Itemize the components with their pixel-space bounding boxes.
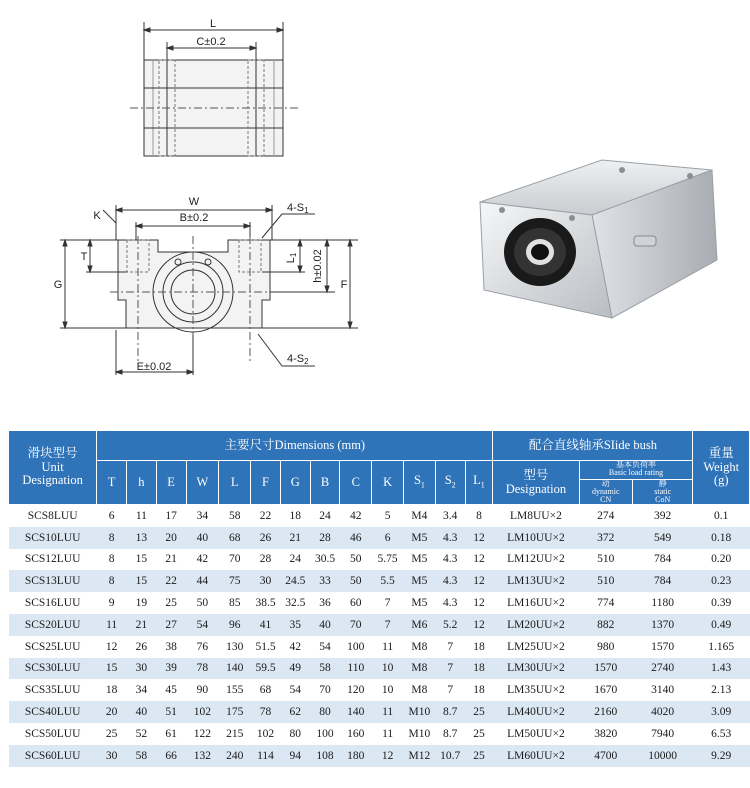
table-cell: 240: [219, 745, 251, 767]
header-F: F: [251, 461, 281, 505]
table-row: [9, 592, 750, 614]
table-cell: 18: [465, 679, 493, 701]
table-cell: 8.7: [435, 723, 465, 745]
table-cell: 4.3: [435, 527, 465, 549]
table-cell: SCS40LUU: [9, 701, 97, 723]
table-cell: SCS20LUU: [9, 614, 97, 636]
table-row: [9, 745, 750, 767]
table-cell: M8: [404, 658, 436, 680]
table-cell: 8: [97, 570, 127, 592]
table-cell: 25: [465, 745, 493, 767]
table-cell: 58: [310, 658, 340, 680]
table-cell: M5: [404, 527, 436, 549]
table-cell: 51: [156, 701, 186, 723]
table-cell: 11: [372, 636, 404, 658]
table-cell: 11: [372, 723, 404, 745]
table-cell: 155: [219, 679, 251, 701]
table-row: [9, 701, 750, 723]
table-cell: 130: [219, 636, 251, 658]
table-cell: 85: [219, 592, 251, 614]
table-cell: M8: [404, 679, 436, 701]
table-cell: LM60UU×2: [493, 745, 579, 767]
table-cell: 11: [97, 614, 127, 636]
header-G: G: [280, 461, 310, 505]
header-bush-designation: 型号 Designation: [493, 461, 579, 505]
table-cell: 4.3: [435, 592, 465, 614]
table-cell: 12: [97, 636, 127, 658]
table-cell: 78: [186, 658, 219, 680]
table-cell: 2740: [632, 658, 693, 680]
table-cell: LM16UU×2: [493, 592, 579, 614]
table-cell: 21: [127, 614, 157, 636]
dim-K-label: K: [93, 210, 101, 222]
table-cell: SCS25LUU: [9, 636, 97, 658]
table-cell: 22: [156, 570, 186, 592]
table-cell: M5: [404, 570, 436, 592]
header-unit-designation: 滑块型号 Unit Designation: [9, 431, 97, 505]
table-cell: SCS35LUU: [9, 679, 97, 701]
table-cell: 1670: [579, 679, 632, 701]
dim-E-label: E±0.02: [136, 361, 172, 373]
table-cell: 392: [632, 505, 693, 527]
table-cell: M6: [404, 614, 436, 636]
table-cell: 3.09: [693, 701, 750, 723]
table-cell: 8.7: [435, 701, 465, 723]
table-cell: SCS16LUU: [9, 592, 97, 614]
table-cell: LM30UU×2: [493, 658, 579, 680]
table-cell: 5: [372, 505, 404, 527]
front-view: [60, 205, 358, 375]
table-cell: 6.53: [693, 723, 750, 745]
table-cell: 12: [372, 745, 404, 767]
table-row: [9, 570, 750, 592]
header-W: W: [186, 461, 219, 505]
table-cell: 9.29: [693, 745, 750, 767]
table-cell: 10.7: [435, 745, 465, 767]
table-cell: 7: [435, 636, 465, 658]
dim-L1-label: L1: [285, 252, 298, 264]
table-cell: SCS12LUU: [9, 549, 97, 571]
table-cell: 3140: [632, 679, 693, 701]
table-cell: 5.5: [372, 570, 404, 592]
table-cell: 30: [127, 658, 157, 680]
table-cell: 784: [632, 549, 693, 571]
table-cell: 32.5: [280, 592, 310, 614]
table-cell: LM40UU×2: [493, 701, 579, 723]
table-cell: 61: [156, 723, 186, 745]
table-cell: LM50UU×2: [493, 723, 579, 745]
table-cell: 100: [340, 636, 372, 658]
table-cell: 80: [310, 701, 340, 723]
dim-B-label: B±0.2: [179, 212, 209, 224]
header-T: T: [97, 461, 127, 505]
table-cell: 120: [340, 679, 372, 701]
table-cell: 1.43: [693, 658, 750, 680]
table-cell: 26: [127, 636, 157, 658]
table-cell: 20: [156, 527, 186, 549]
table-row: [9, 636, 750, 658]
header-S1: $S_1$: [404, 461, 436, 505]
table-cell: 21: [156, 549, 186, 571]
table-cell: LM12UU×2: [493, 549, 579, 571]
table-cell: M10: [404, 723, 436, 745]
header-h: h: [127, 461, 157, 505]
table-cell: 96: [219, 614, 251, 636]
table-cell: 58: [127, 745, 157, 767]
table-cell: 46: [340, 527, 372, 549]
dim-W-label: W: [188, 196, 200, 208]
table-cell: 160: [340, 723, 372, 745]
table-cell: 15: [127, 549, 157, 571]
table-cell: 51.5: [251, 636, 281, 658]
table-cell: 18: [465, 658, 493, 680]
table-cell: 9: [97, 592, 127, 614]
table-cell: 50: [340, 570, 372, 592]
table-cell: 4020: [632, 701, 693, 723]
table-cell: 274: [579, 505, 632, 527]
header-L: L: [219, 461, 251, 505]
table-cell: 34: [127, 679, 157, 701]
table-cell: 12: [465, 527, 493, 549]
table-cell: 372: [579, 527, 632, 549]
table-cell: 5.75: [372, 549, 404, 571]
table-cell: 62: [280, 701, 310, 723]
table-cell: 54: [186, 614, 219, 636]
spec-table-body: [9, 505, 750, 767]
table-cell: 70: [310, 679, 340, 701]
table-cell: 3.4: [435, 505, 465, 527]
table-cell: LM20UU×2: [493, 614, 579, 636]
table-cell: 42: [340, 505, 372, 527]
header-slide-bush: 配合直线轴承SIide bush: [493, 431, 693, 461]
table-cell: 11: [127, 505, 157, 527]
table-cell: 11: [372, 701, 404, 723]
table-cell: M5: [404, 592, 436, 614]
table-cell: 45: [156, 679, 186, 701]
table-cell: 4700: [579, 745, 632, 767]
table-cell: 108: [310, 745, 340, 767]
table-cell: 41: [251, 614, 281, 636]
dim-S1-label: 4-S1: [287, 202, 309, 215]
table-cell: 25: [465, 701, 493, 723]
table-cell: 8: [97, 527, 127, 549]
table-cell: 1180: [632, 592, 693, 614]
table-cell: 40: [127, 701, 157, 723]
table-cell: SCS30LUU: [9, 658, 97, 680]
table-cell: 132: [186, 745, 219, 767]
table-row: [9, 505, 750, 527]
header-L1: $L_1$: [465, 461, 493, 505]
table-cell: SCS8LUU: [9, 505, 97, 527]
table-cell: 38.5: [251, 592, 281, 614]
table-cell: 12: [465, 570, 493, 592]
header-K: K: [372, 461, 404, 505]
dim-L-label: L: [209, 18, 217, 30]
table-cell: 140: [219, 658, 251, 680]
table-cell: 44: [186, 570, 219, 592]
table-cell: 10: [372, 679, 404, 701]
table-cell: 4.3: [435, 570, 465, 592]
table-cell: 114: [251, 745, 281, 767]
header-E: E: [156, 461, 186, 505]
table-cell: 18: [97, 679, 127, 701]
table-cell: 0.39: [693, 592, 750, 614]
table-cell: SCS13LUU: [9, 570, 97, 592]
header-static: 静 static CoN: [654, 479, 672, 504]
table-row: [9, 614, 750, 636]
table-cell: 22: [251, 505, 281, 527]
table-cell: 2160: [579, 701, 632, 723]
table-cell: 0.1: [693, 505, 750, 527]
table-cell: SCS60LUU: [9, 745, 97, 767]
dim-T-label: T: [80, 251, 88, 263]
dim-C-label: C±0.2: [196, 36, 226, 48]
table-cell: 1570: [632, 636, 693, 658]
table-cell: 100: [310, 723, 340, 745]
table-cell: LM8UU×2: [493, 505, 579, 527]
table-cell: 549: [632, 527, 693, 549]
table-cell: 12: [465, 592, 493, 614]
table-cell: 28: [251, 549, 281, 571]
table-cell: 28: [310, 527, 340, 549]
table-cell: M5: [404, 549, 436, 571]
table-cell: 42: [186, 549, 219, 571]
table-cell: 15: [97, 658, 127, 680]
table-cell: 24: [310, 505, 340, 527]
table-cell: 24: [280, 549, 310, 571]
table-cell: 0.23: [693, 570, 750, 592]
table-cell: 1370: [632, 614, 693, 636]
table-cell: 0.20: [693, 549, 750, 571]
dim-S2-label: 4-S2: [287, 353, 309, 366]
table-cell: 19: [127, 592, 157, 614]
table-cell: 3820: [579, 723, 632, 745]
table-cell: 35: [280, 614, 310, 636]
table-cell: 30: [97, 745, 127, 767]
table-row: [9, 527, 750, 549]
table-cell: 68: [251, 679, 281, 701]
table-row: [9, 679, 750, 701]
table-cell: 50: [186, 592, 219, 614]
table-cell: 110: [340, 658, 372, 680]
table-cell: 1.165: [693, 636, 750, 658]
table-row: [9, 658, 750, 680]
table-cell: M8: [404, 636, 436, 658]
table-cell: 21: [280, 527, 310, 549]
table-cell: 26: [251, 527, 281, 549]
table-row: [9, 723, 750, 745]
table-cell: 980: [579, 636, 632, 658]
table-cell: 102: [251, 723, 281, 745]
table-cell: 7: [435, 658, 465, 680]
table-cell: 80: [280, 723, 310, 745]
table-cell: 70: [340, 614, 372, 636]
table-cell: 784: [632, 570, 693, 592]
table-cell: 6: [97, 505, 127, 527]
dim-F-label: F: [340, 279, 348, 291]
table-cell: 18: [280, 505, 310, 527]
table-cell: 75: [219, 570, 251, 592]
table-cell: 2.13: [693, 679, 750, 701]
table-cell: 70: [219, 549, 251, 571]
table-cell: 0.18: [693, 527, 750, 549]
table-cell: SCS10LUU: [9, 527, 97, 549]
table-cell: 50: [340, 549, 372, 571]
product-photo: [462, 140, 732, 340]
table-cell: 78: [251, 701, 281, 723]
table-cell: 54: [310, 636, 340, 658]
table-cell: 59.5: [251, 658, 281, 680]
table-cell: 66: [156, 745, 186, 767]
table-cell: 7: [435, 679, 465, 701]
table-cell: 24.5: [280, 570, 310, 592]
table-cell: 8: [97, 549, 127, 571]
table-cell: 25: [465, 723, 493, 745]
table-cell: 76: [186, 636, 219, 658]
header-C: C: [340, 461, 372, 505]
table-cell: 7: [372, 614, 404, 636]
table-cell: 40: [186, 527, 219, 549]
table-cell: 58: [219, 505, 251, 527]
table-cell: 10000: [632, 745, 693, 767]
table-cell: 4.3: [435, 549, 465, 571]
table-cell: 94: [280, 745, 310, 767]
table-cell: 40: [310, 614, 340, 636]
table-cell: 180: [340, 745, 372, 767]
table-cell: 7940: [632, 723, 693, 745]
header-weight: 重量 Weight (g): [693, 431, 750, 505]
table-cell: M4: [404, 505, 436, 527]
table-cell: 30: [251, 570, 281, 592]
table-cell: 27: [156, 614, 186, 636]
table-cell: 774: [579, 592, 632, 614]
table-cell: LM25UU×2: [493, 636, 579, 658]
table-cell: 510: [579, 549, 632, 571]
table-cell: 17: [156, 505, 186, 527]
table-cell: 8: [465, 505, 493, 527]
table-cell: 68: [219, 527, 251, 549]
table-cell: 20: [97, 701, 127, 723]
table-cell: 42: [280, 636, 310, 658]
table-cell: 52: [127, 723, 157, 745]
table-cell: LM13UU×2: [493, 570, 579, 592]
table-cell: 122: [186, 723, 219, 745]
table-cell: 215: [219, 723, 251, 745]
table-cell: 39: [156, 658, 186, 680]
header-S2: $S_2$: [435, 461, 465, 505]
table-cell: 12: [465, 614, 493, 636]
table-cell: 60: [340, 592, 372, 614]
table-cell: 18: [465, 636, 493, 658]
table-cell: SCS50LUU: [9, 723, 97, 745]
table-cell: 140: [340, 701, 372, 723]
table-cell: 34: [186, 505, 219, 527]
table-cell: 38: [156, 636, 186, 658]
table-cell: 7: [372, 592, 404, 614]
table-cell: 5.2: [435, 614, 465, 636]
table-cell: 1570: [579, 658, 632, 680]
dim-G-label: G: [53, 279, 63, 291]
table-cell: 102: [186, 701, 219, 723]
table-cell: 15: [127, 570, 157, 592]
table-cell: LM35UU×2: [493, 679, 579, 701]
table-cell: 33: [310, 570, 340, 592]
table-cell: LM10UU×2: [493, 527, 579, 549]
header-dynamic: 动 dynamic CN: [580, 480, 633, 504]
table-cell: 12: [465, 549, 493, 571]
header-dimensions: 主要尺寸Dimensions (mm): [97, 431, 493, 461]
table-cell: 36: [310, 592, 340, 614]
header-B: B: [310, 461, 340, 505]
table-cell: M10: [404, 701, 436, 723]
table-cell: 30.5: [310, 549, 340, 571]
dim-h-label: h±0.02: [312, 249, 324, 283]
table-cell: 510: [579, 570, 632, 592]
header-load-rating: 基本负荷率 Basic load rating 动 dynamic CN 静 static CoN: [579, 461, 693, 505]
table-cell: 25: [97, 723, 127, 745]
table-cell: 13: [127, 527, 157, 549]
table-row: [9, 549, 750, 571]
table-cell: 6: [372, 527, 404, 549]
table-cell: M12: [404, 745, 436, 767]
table-cell: 90: [186, 679, 219, 701]
table-cell: 10: [372, 658, 404, 680]
table-cell: 54: [280, 679, 310, 701]
table-cell: 25: [156, 592, 186, 614]
table-cell: 0.49: [693, 614, 750, 636]
table-cell: 49: [280, 658, 310, 680]
table-cell: 882: [579, 614, 632, 636]
spec-table: [8, 430, 750, 767]
table-cell: 175: [219, 701, 251, 723]
